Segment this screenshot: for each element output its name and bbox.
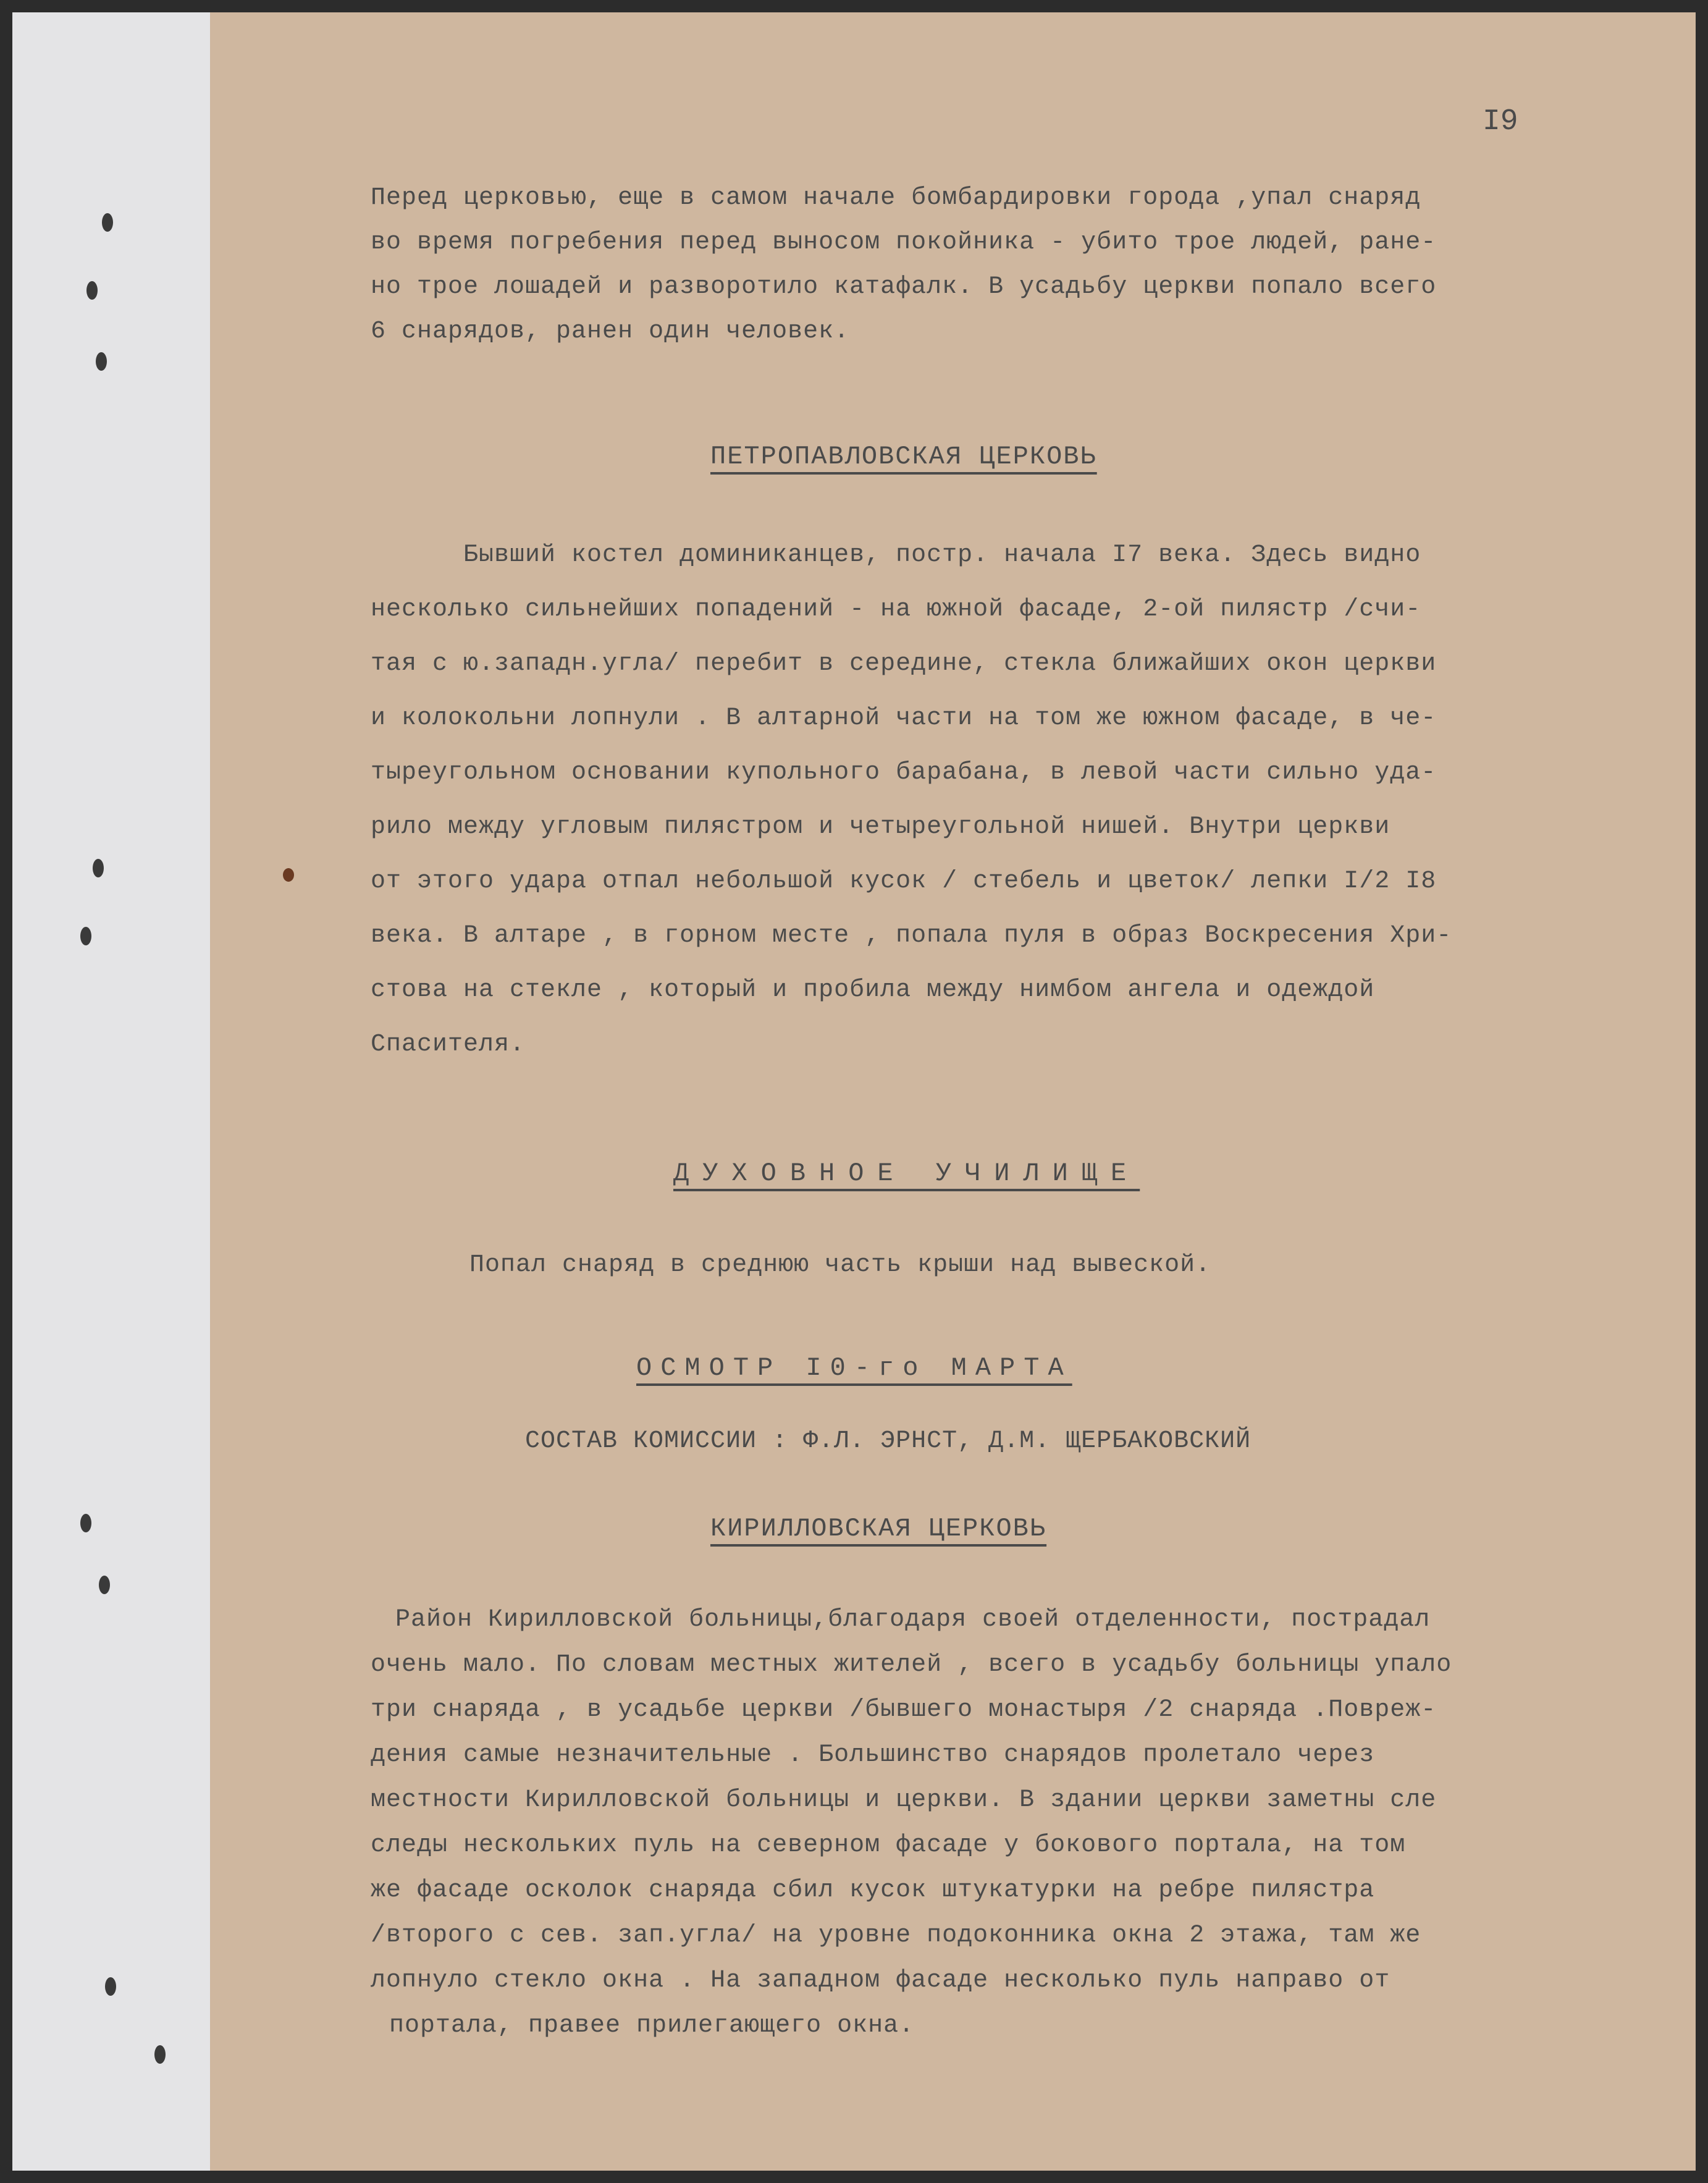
text-line: Бывший костел доминиканцев, постр. начала I7 века. Здесь видно [463, 541, 1421, 569]
heading-osmotr: ОСМОТР I0-го МАРТА [636, 1353, 1072, 1383]
intro-paragraph [371, 176, 1680, 354]
text-line: тыреугольном основании купольного барабана, в левой части сильно уда- [371, 759, 1437, 787]
text-line: рило между угловым пилястром и четыреугольной нишей. Внутри церкви [371, 813, 1390, 841]
punch-hole [86, 281, 98, 300]
text-line: следы нескольких пуль на северном фасаде у бокового портала, на том [371, 1831, 1406, 1859]
text-line: очень мало. По словам местных жителей , всего в усадьбу больницы упало [371, 1651, 1452, 1679]
text-line: местности Кирилловской больницы и церкви. В здании церкви заметны сле [371, 1786, 1437, 1814]
text-line: стова на стекле , который и пробила между нимбом ангела и одеждой [371, 976, 1375, 1004]
text-line: во время погребения перед выносом покойника - убито трое людей, ране- [371, 229, 1437, 256]
text-line: дения самые незначительные . Большинство снарядов пролетало через [371, 1741, 1375, 1769]
text-line: 6 снарядов, ранен один человек. [371, 318, 850, 345]
text-line: же фасаде осколок снаряда сбил кусок штукатурки на ребре пилястра [371, 1877, 1375, 1904]
text-line: три снаряда , в усадьбе церкви /бывшего монастыря /2 снаряда .Повреж- [371, 1696, 1437, 1724]
text-line: тая с ю.западн.угла/ перебит в середине, стекла ближайших окон церкви [371, 650, 1437, 678]
punch-hole [93, 859, 104, 877]
paragraph-petropavlovskaya [371, 528, 1680, 1072]
punch-hole [80, 927, 91, 945]
commission-line: СОСТАВ КОМИССИИ : Ф.Л. ЭРНСТ, Д.М. ЩЕРБАКОВСКИЙ [525, 1427, 1252, 1455]
paragraph-dukhovnoe-uchilishche: Попал снаряд в среднюю часть крыши над вывеской. [469, 1251, 1211, 1279]
text-line: /второго с сев. зап.угла/ на уровне подоконника окна 2 этажа, там же [371, 1922, 1421, 1949]
text-line: портала, правее прилегающего окна. [389, 2012, 915, 2040]
punch-hole [105, 1977, 116, 1996]
punch-hole [154, 2045, 166, 2064]
text-line: несколько сильнейших попадений - на южной фасаде, 2-ой пиляcтр /счи- [371, 596, 1421, 623]
heading-kirillovskaya: КИРИЛЛОВСКАЯ ЦЕРКОВЬ [710, 1514, 1047, 1543]
punch-hole [102, 213, 113, 232]
heading-petropavlovskaya: ПЕТРОПАВЛОВСКАЯ ЦЕРКОВЬ [710, 442, 1097, 471]
page-number: I9 [1483, 105, 1518, 138]
paragraph-kirillovskaya [371, 1597, 1680, 2048]
text-line: но трое лошадей и разворотило катафалк. В усадьбу церкви попало всего [371, 273, 1437, 301]
text-line: Перед церковью, еще в самом начале бомбардировки города ,упал снаряд [371, 184, 1421, 212]
punch-hole [80, 1514, 91, 1532]
ink-spot [283, 868, 294, 882]
punch-hole [99, 1576, 110, 1594]
text-line: и колокольни лопнули . В алтарной части на том же южном фасаде, в че- [371, 704, 1437, 732]
heading-dukhovnoe-uchilishche: ДУХОВНОЕ УЧИЛИЩЕ [673, 1159, 1140, 1188]
page-margin-strip [12, 12, 210, 2171]
punch-hole [96, 352, 107, 371]
text-line: Спасителя. [371, 1031, 526, 1058]
text-line: от этого удара отпал небольшой кусок / стебель и цветок/ лепки I/2 I8 [371, 868, 1437, 895]
text-line: века. В алтаре , в горном месте , попала пуля в образ Воскресения Хри- [371, 922, 1452, 950]
text-line: Район Кирилловской больницы,благодаря своей отделенности, пострадал [395, 1606, 1431, 1634]
text-line: лопнуло стекло окна . На западном фасаде несколько пуль направо от [371, 1967, 1390, 1995]
